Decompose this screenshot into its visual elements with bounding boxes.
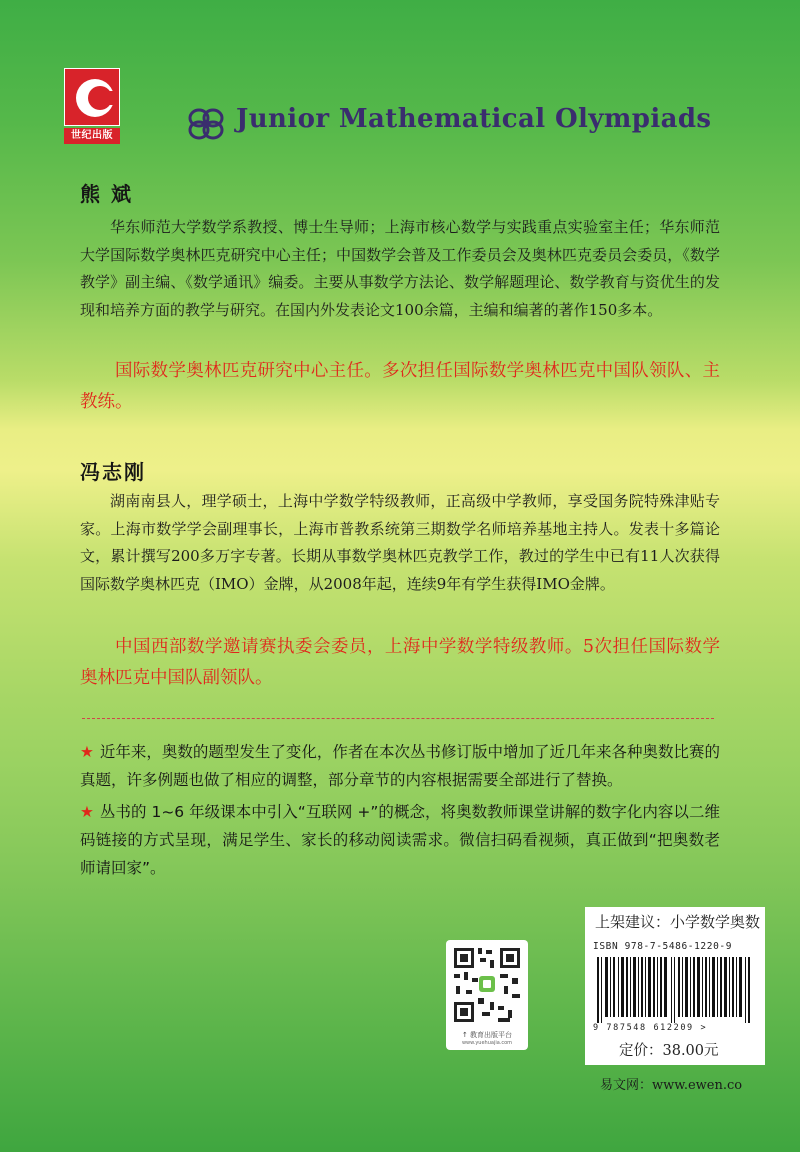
author-bio-feng-zhigang: 湖南南县人，理学硕士，上海中学数学特级教师，正高级中学教师，享受国务院特殊津贴专家。上海市数学学会副理事长，上海市普教系统第三期数学名师培养基地主持人。发表十多篇论文，累计撰写200多万字专著。长期从事数学奥林匹克教学工作，教过的学生中已有11人次获得国际数学奥林匹克（IMO）金牌，从2008年起，连续9年有学生获得IMO金牌。 [80, 492, 720, 593]
publisher-logo-text: 世纪出版 [64, 128, 120, 144]
shelf-suggestion: 上架建议：小学数学奥数 [585, 907, 765, 937]
author-name-xiong-bin: 熊 斌 [80, 182, 133, 206]
author-name-feng-zhigang: 冯志刚 [80, 460, 146, 484]
qr-code-icon [446, 940, 528, 1028]
star-icon: ★ [80, 803, 94, 821]
qr-code[interactable] [446, 940, 528, 1050]
author-highlight-feng-zhigang: 中国西部数学邀请赛执委会委员，上海中学数学特级教师。5次担任国际数学奥林匹克中国队副领队。 [80, 637, 720, 688]
section-divider [82, 718, 714, 719]
author-highlight-xiong-bin: 国际数学奥林匹克研究中心主任。多次担任国际数学奥林匹克中国队领队、主教练。 [80, 361, 720, 412]
author-bio-xiong-bin: 华东师范大学数学系教授、博士生导师；上海市核心数学与实践重点实验室主任；华东师范大学国际数学奥林匹克研究中心主任；中国数学会普及工作委员会及奥林匹克委员会委员，《数学教学》副主编、《数学通讯》编委。主要从事数学方法论、数学解题理论、数学教育与资优生的发现和培养方面的教学与研究。在国内外发表论文100余篇，主编和编著的著作150多本。 [80, 218, 720, 319]
qr-url: www.yuehuajia.com [461, 1040, 513, 1046]
star-icon: ★ [80, 743, 94, 761]
publisher-website[interactable]: 易文网：www.ewen.co [600, 1078, 743, 1093]
note-item [80, 738, 720, 794]
barcode-block [585, 937, 765, 1065]
publisher-logo [64, 68, 120, 146]
note-text: 近年来，奥数的题型发生了变化，作者在本次丛书修订版中增加了近几年来各种奥数比赛的真题，许多例题也做了相应的调整，部分章节的内容根据需要全部进行了替换。 [80, 743, 720, 789]
price-text: 定价：38.00元 [619, 1043, 719, 1059]
note-item [80, 798, 720, 882]
note-text: 丛书的 1~6 年级课本中引入“互联网 +”的概念，将奥数教师课堂讲解的数字化内容以二维码链接的方式呈现，满足学生、家长的移动阅读需求。微信扫码看视频，真正做到“把奥数老师请回家”。 [80, 803, 720, 877]
celtic-knot-icon [186, 106, 226, 142]
isbn-text: ISBN 978-7-5486-1220-9 [593, 941, 733, 952]
publisher-logo-icon [64, 68, 120, 126]
ean-number: 9 787548 612209 > [593, 1023, 708, 1033]
barcode-icon [597, 957, 753, 1023]
series-title: Junior Mathematical Olympiads [236, 104, 712, 134]
qr-caption: ↑ 教育出版平台 [461, 1031, 513, 1039]
